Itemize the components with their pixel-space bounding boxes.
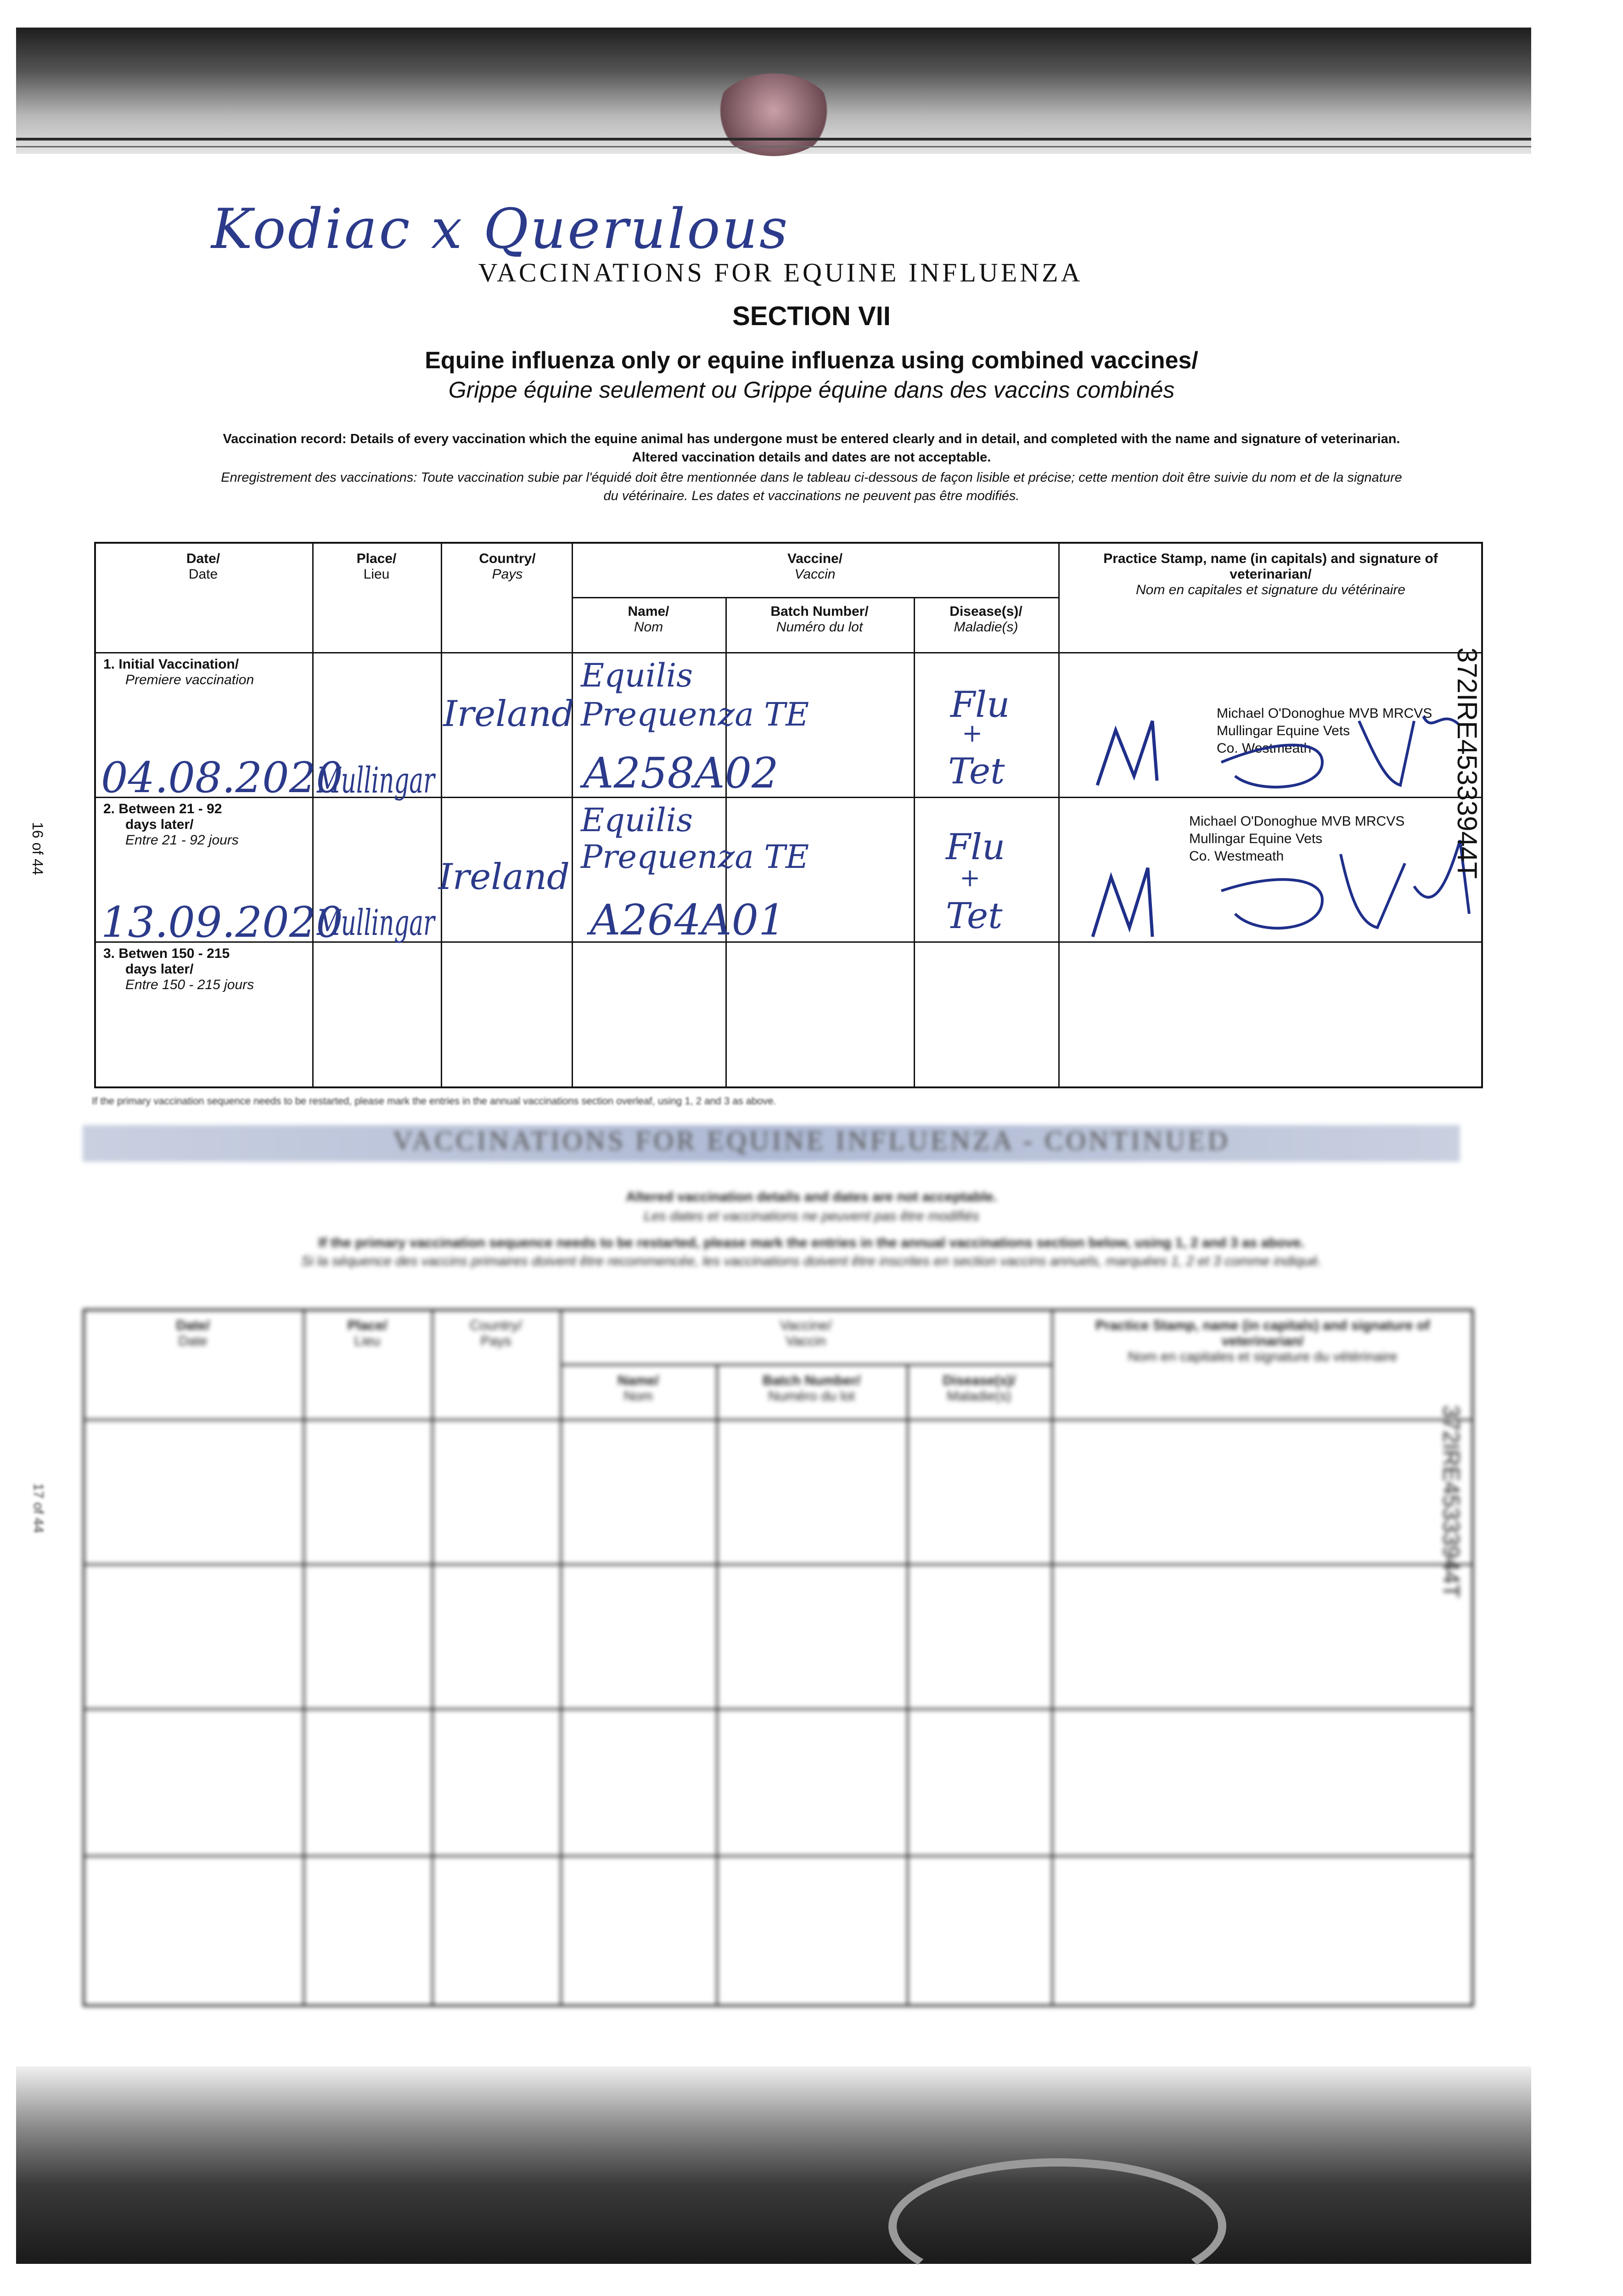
continued-header-batch-en: Batch Number/ (762, 1373, 861, 1388)
table-divider (914, 597, 915, 1088)
row-2-label-fr: Entre 21 - 92 jours (125, 833, 239, 848)
header-date-en: Date/ (186, 551, 220, 566)
scanner-artifact (714, 73, 833, 156)
header-stamp-en-1: Practice Stamp, name (in capitals) and signature of (1103, 551, 1438, 566)
continued-divider (560, 1364, 1051, 1366)
header-country (445, 551, 569, 582)
row-2-disease-2: + (960, 863, 981, 892)
handwritten-horse-name: Kodiac x Querulous (211, 197, 790, 261)
header-batch-en: Batch Number/ (770, 604, 869, 619)
continued-header-stamp-fr: Nom en capitales et signature du vétérinaire (1128, 1349, 1398, 1364)
table-divider (572, 597, 1058, 598)
continued-passport-id: 372IRE45333944T (1438, 1405, 1464, 1598)
header-disease-en: Disease(s)/ (949, 604, 1022, 619)
row-3-label-en-1: 3. Betwen 150 - 215 (103, 946, 230, 961)
scanner-edge-line (16, 138, 1531, 141)
continued-header-vaccine-fr: Vaccin (786, 1334, 826, 1349)
row-1-label-en: 1. Initial Vaccination/ (103, 657, 239, 672)
header-vaccine (574, 551, 1056, 582)
row-2-date: 13.09.2020 (101, 898, 343, 947)
header-country-fr: Pays (492, 567, 523, 582)
row-3-label-fr: Entre 150 - 215 jours (125, 977, 254, 992)
continued-header-disease-fr: Maladie(s) (947, 1389, 1011, 1404)
record-note-french (92, 468, 1531, 505)
scanner-top-band (16, 28, 1531, 154)
row-1-label-fr: Premiere vaccination (125, 672, 254, 687)
continued-divider (560, 1309, 562, 2007)
header-practice-stamp (1063, 551, 1478, 598)
page-title: VACCINATIONS FOR EQUINE INFLUENZA (478, 258, 1083, 287)
table-divider (572, 542, 573, 1088)
subtitle-english: Equine influenza only or equine influenza using combined vaccines/ (425, 347, 1198, 374)
row-1-disease-1: Flu (950, 684, 1010, 726)
page-number: 16 of 44 (29, 822, 46, 875)
header-place (317, 551, 436, 582)
continued-header-disease-en: Disease(s)/ (943, 1373, 1016, 1388)
continued-header-batch-fr: Numéro du lot (768, 1389, 855, 1404)
continued-divider (303, 1309, 305, 2007)
row-2-vaccine-name-1: Equilis (581, 801, 693, 839)
header-vaccine-fr: Vaccin (794, 567, 836, 582)
record-note-english: Vaccination record: Details of every vaccination which the equine animal has undergone must be entered clearly and in detail, and completed with the name and signature of veterinarian. (223, 432, 1400, 446)
continued-note-restart-fr: Si la séquence des vaccins primaires doivent être recommencée, les vaccinations doivent être inscrites en section vaccins annuels, marquées 1, 2 et 3 comme indiqué. (301, 1254, 1322, 1269)
row-1-stamp-practice: Mullingar Equine Vets (1217, 723, 1350, 738)
passport-id: 372IRE45333944T (1452, 647, 1483, 879)
row-1-stamp-name: Michael O'Donoghue MVB MRCVS (1217, 706, 1432, 721)
row-2-place: Mullingar (317, 902, 435, 944)
continued-table (83, 1309, 1474, 2007)
continued-header-vaccine (565, 1318, 1047, 1349)
header-stamp-en-2: veterinarian/ (1230, 567, 1312, 582)
header-disease (916, 604, 1056, 635)
row-2-label-en-2: days later/ (125, 817, 194, 832)
continued-header-date-fr: Date (178, 1334, 208, 1349)
header-stamp-fr: Nom en capitales et signature du vétérinaire (1136, 582, 1405, 597)
row-2-disease-1: Flu (946, 827, 1005, 868)
continued-header-vaccine-en: Vaccine/ (780, 1318, 832, 1333)
header-name-en: Name/ (628, 604, 669, 619)
row-1-stamp-location: Co. Westmeath (1217, 741, 1312, 756)
row-2-disease-3: Tet (946, 895, 1003, 937)
row-1-disease-3: Tet (948, 751, 1005, 792)
primary-sequence-note: If the primary vaccination sequence needs to be restarted, please mark the entries in the annual vaccinations section overleaf, using 1, 2 and 3 as above. (92, 1095, 776, 1107)
table-divider (441, 542, 442, 1088)
continued-header-place-fr: Lieu (354, 1334, 381, 1349)
row-1-country: Ireland (443, 693, 574, 735)
continued-header-name-fr: Nom (623, 1389, 653, 1404)
row-label-third (103, 946, 254, 993)
row-1-vaccine-name-2: Prequenza TE (581, 696, 809, 733)
row-1-disease-2: + (962, 719, 983, 748)
continued-header-country-en: Country/ (470, 1318, 522, 1333)
continued-page (0, 1093, 1623, 2034)
continued-divider (83, 1708, 1474, 1710)
record-note-altered: Altered vaccination details and dates are not acceptable. (632, 450, 991, 465)
continued-divider (716, 1364, 718, 2007)
row-2-stamp-practice: Mullingar Equine Vets (1189, 831, 1323, 846)
record-note-french-2: du vétérinaire. Les dates et vaccinations ne peuvent pas être modifiés. (603, 489, 1020, 503)
header-vaccine-en: Vaccine/ (787, 551, 843, 566)
subtitle-french: Grippe équine seulement ou Grippe équine dans des vaccins combinés (448, 377, 1175, 403)
continued-header-batch (721, 1373, 902, 1404)
row-1-place: Mullingar (317, 760, 435, 801)
scanner-edge-line (16, 146, 1531, 147)
row-1-date: 04.08.2020 (101, 753, 343, 802)
continued-page-number: 17 of 44 (31, 1483, 46, 1533)
continued-header-stamp-en-2: veterinarian/ (1221, 1334, 1304, 1349)
continued-header-date (87, 1318, 298, 1349)
header-vaccine-name (574, 604, 723, 635)
section-heading: SECTION VII (732, 301, 891, 331)
continued-divider (83, 1419, 1474, 1421)
continued-header-country-fr: Pays (480, 1334, 511, 1349)
continued-header-country (436, 1318, 556, 1349)
continued-note-restart: If the primary vaccination sequence needs to be restarted, please mark the entries in the annual vaccinations section below, using 1, 2 and 3 as above. (318, 1235, 1305, 1250)
row-2-label-en-1: 2. Between 21 - 92 (103, 801, 222, 816)
continued-note-altered-fr: Les dates et vaccinations ne peuvent pas être modifiés (644, 1209, 979, 1224)
continued-header-stamp (1056, 1318, 1469, 1365)
row-2-country: Ireland (438, 856, 570, 898)
header-country-en: Country/ (479, 551, 536, 566)
scanner-artifact (888, 2158, 1226, 2294)
continued-header-name (565, 1373, 712, 1404)
continued-note-altered: Altered vaccination details and dates are not acceptable. (626, 1189, 997, 1204)
header-date (99, 551, 308, 582)
header-batch-number (728, 604, 911, 635)
continued-header-place (308, 1318, 427, 1349)
table-divider (1058, 542, 1060, 1088)
table-divider (94, 652, 1483, 653)
continued-header-disease (911, 1373, 1047, 1404)
row-1-batch: A258A02 (583, 748, 779, 798)
continued-divider (1051, 1309, 1053, 2007)
row-2-stamp-name: Michael O'Donoghue MVB MRCVS (1189, 814, 1405, 829)
scanner-bottom-band (16, 2066, 1531, 2264)
header-batch-fr: Numéro du lot (776, 619, 863, 635)
row-2-batch: A264A01 (590, 895, 786, 945)
header-date-fr: Date (188, 567, 218, 582)
continued-divider (432, 1309, 433, 2007)
continued-header-name-en: Name/ (617, 1373, 659, 1388)
header-name-fr: Nom (634, 619, 663, 635)
header-place-en: Place/ (356, 551, 397, 566)
header-disease-fr: Maladie(s) (954, 619, 1018, 635)
table-divider (312, 542, 314, 1088)
row-2-stamp-location: Co. Westmeath (1189, 849, 1284, 864)
continued-divider (83, 1564, 1474, 1565)
row-2-vaccine-name-2: Prequenza TE (581, 838, 809, 876)
row-label-initial (103, 657, 254, 688)
continued-header-stamp-en-1: Practice Stamp, name (in capitals) and signature of (1095, 1318, 1430, 1333)
row-label-second (103, 801, 239, 848)
continued-header-place-en: Place/ (347, 1318, 387, 1333)
continued-header-date-en: Date/ (176, 1318, 210, 1333)
row-1-vaccine-name-1: Equilis (581, 657, 693, 694)
continued-divider (83, 1855, 1474, 1857)
header-place-fr: Lieu (363, 567, 390, 582)
row-3-label-en-2: days later/ (125, 962, 194, 977)
record-note-french-1: Enregistrement des vaccinations: Toute vaccination subie par l'équidé doit être mentionnée dans le tableau ci-dessous de façon lisible et précise; cette mention doit être suivie du nom et de la signature (221, 470, 1402, 485)
continued-title: VACCINATIONS FOR EQUINE INFLUENZA - CONTINUED (393, 1125, 1230, 1156)
continued-divider (907, 1364, 909, 2007)
